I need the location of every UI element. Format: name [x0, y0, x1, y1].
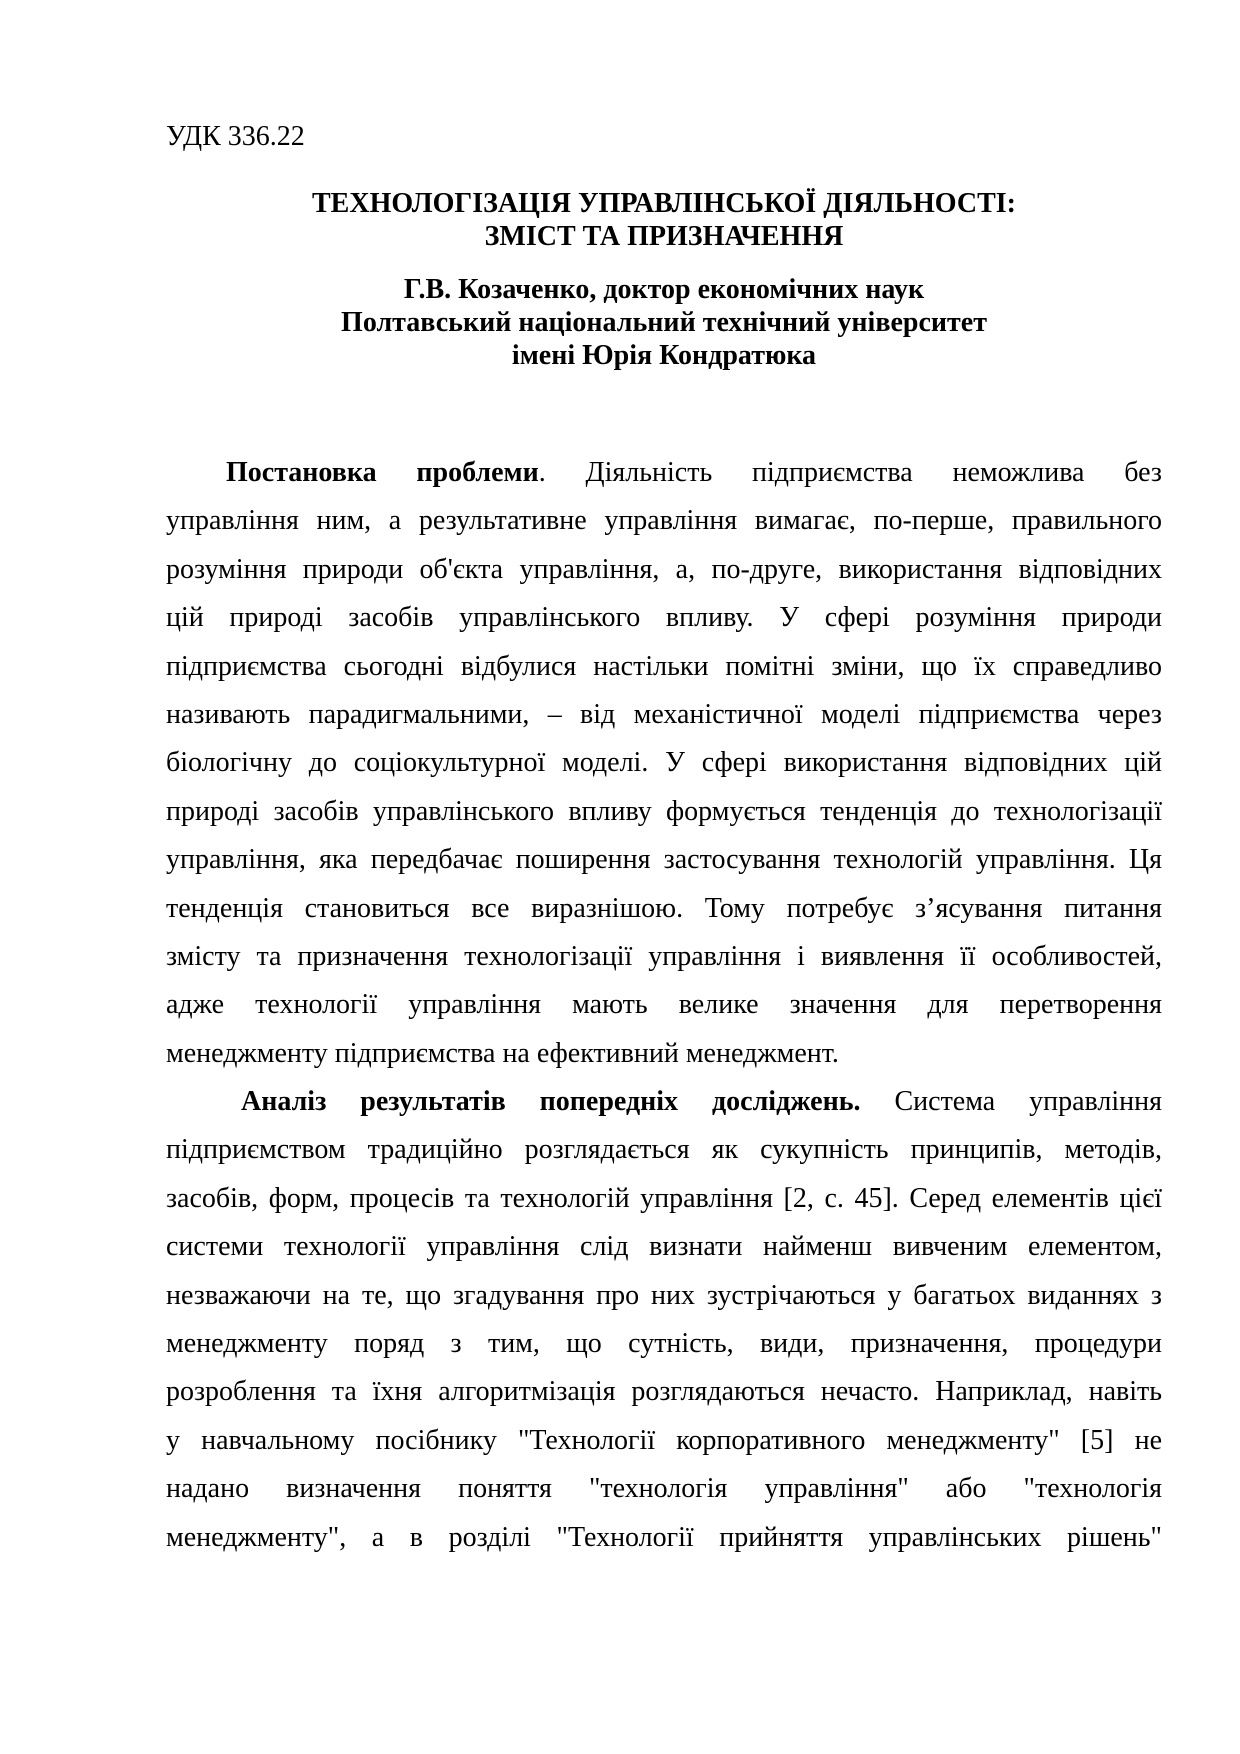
author-name: Г.В. Козаченко, доктор економічних наук: [403, 274, 925, 305]
text-line: у навчальному посібнику "Технології корпоративного менеджменту" [5] не: [166, 1424, 1162, 1456]
author-affiliation: імені Юрія Кондратюка: [511, 340, 817, 371]
text: . Діяльність підприємства неможлива без: [538, 457, 1162, 488]
text-line: управління, яка передбачає поширення застосування технологій управління. Ця: [166, 844, 1162, 876]
article-title: [166, 187, 1162, 253]
text-line: називають парадигмальними, – від механістичної моделі підприємства через: [166, 698, 1162, 730]
text-line: засобів, форм, процесів та технологій управління [2, с. 45]. Серед елементів цієї: [166, 1182, 1162, 1214]
text-line: цій природі засобів управлінського впливу. У сфері розуміння природи: [166, 602, 1162, 634]
text-line: адже технології управління мають велике значення для перетворення: [166, 989, 1162, 1021]
text-line: управління ним, а результативне управління вимагає, по-перше, правильного: [166, 505, 1162, 537]
text-line: розуміння природи об'єкта управління, а, по-друге, використання відповідних: [166, 553, 1162, 585]
text-line: менеджменту", а в розділі "Технології прийняття управлінських рішень": [166, 1521, 1162, 1553]
text-line: підприємства сьогодні відбулися настільки помітні зміни, що їх справедливо: [166, 650, 1162, 682]
title-line: ЗМІСТ ТА ПРИЗНАЧЕННЯ: [484, 221, 844, 252]
text-line: тенденція становиться все виразнішою. Тому потребує з’ясування питання: [166, 892, 1162, 924]
paragraph-problem-first-line: [166, 449, 1162, 497]
author-block: [166, 273, 1162, 372]
text: Система управління: [860, 1086, 1162, 1118]
section-heading: Постановка проблеми: [226, 457, 539, 488]
text-line: менеджменту підприємства на ефективний менеджмент.: [166, 1037, 839, 1069]
title-line: ТЕХНОЛОГІЗАЦІЯ УПРАВЛІНСЬКОЇ ДІЯЛЬНОСТІ:: [312, 188, 1016, 219]
text-line: біологічну до соціокультурної моделі. У сфері використання відповідних цій: [166, 747, 1162, 779]
text-line: надано визначення поняття "технологія управління" або "технологія: [166, 1473, 1162, 1505]
text-line: змісту та призначення технологізації управління і виявлення її особливостей,: [166, 940, 1162, 972]
text-line: підприємством традиційно розглядається як сукупність принципів, методів,: [166, 1134, 1162, 1166]
section-heading: Аналіз результатів попередніх досліджень.: [241, 1086, 861, 1118]
text-line: менеджменту поряд з тим, що сутність, види, призначення, процедури: [166, 1328, 1162, 1360]
text-line: розроблення та їхня алгоритмізація розглядаються нечасто. Наприклад, навіть: [166, 1376, 1162, 1408]
author-affiliation: Полтавський національний технічний університет: [341, 307, 987, 338]
article-body: [166, 449, 1162, 1562]
paragraph-analysis-first-line: [166, 1078, 1162, 1126]
udk-code: УДК 336.22: [166, 121, 305, 152]
text-line: природі засобів управлінського впливу формується тенденція до технологізації: [166, 795, 1162, 827]
text-line: системи технології управління слід визнати найменш вивченим елементом,: [166, 1231, 1162, 1263]
text-line: незважаючи на те, що згадування про них зустрічаються у багатьох виданнях з: [166, 1279, 1162, 1311]
